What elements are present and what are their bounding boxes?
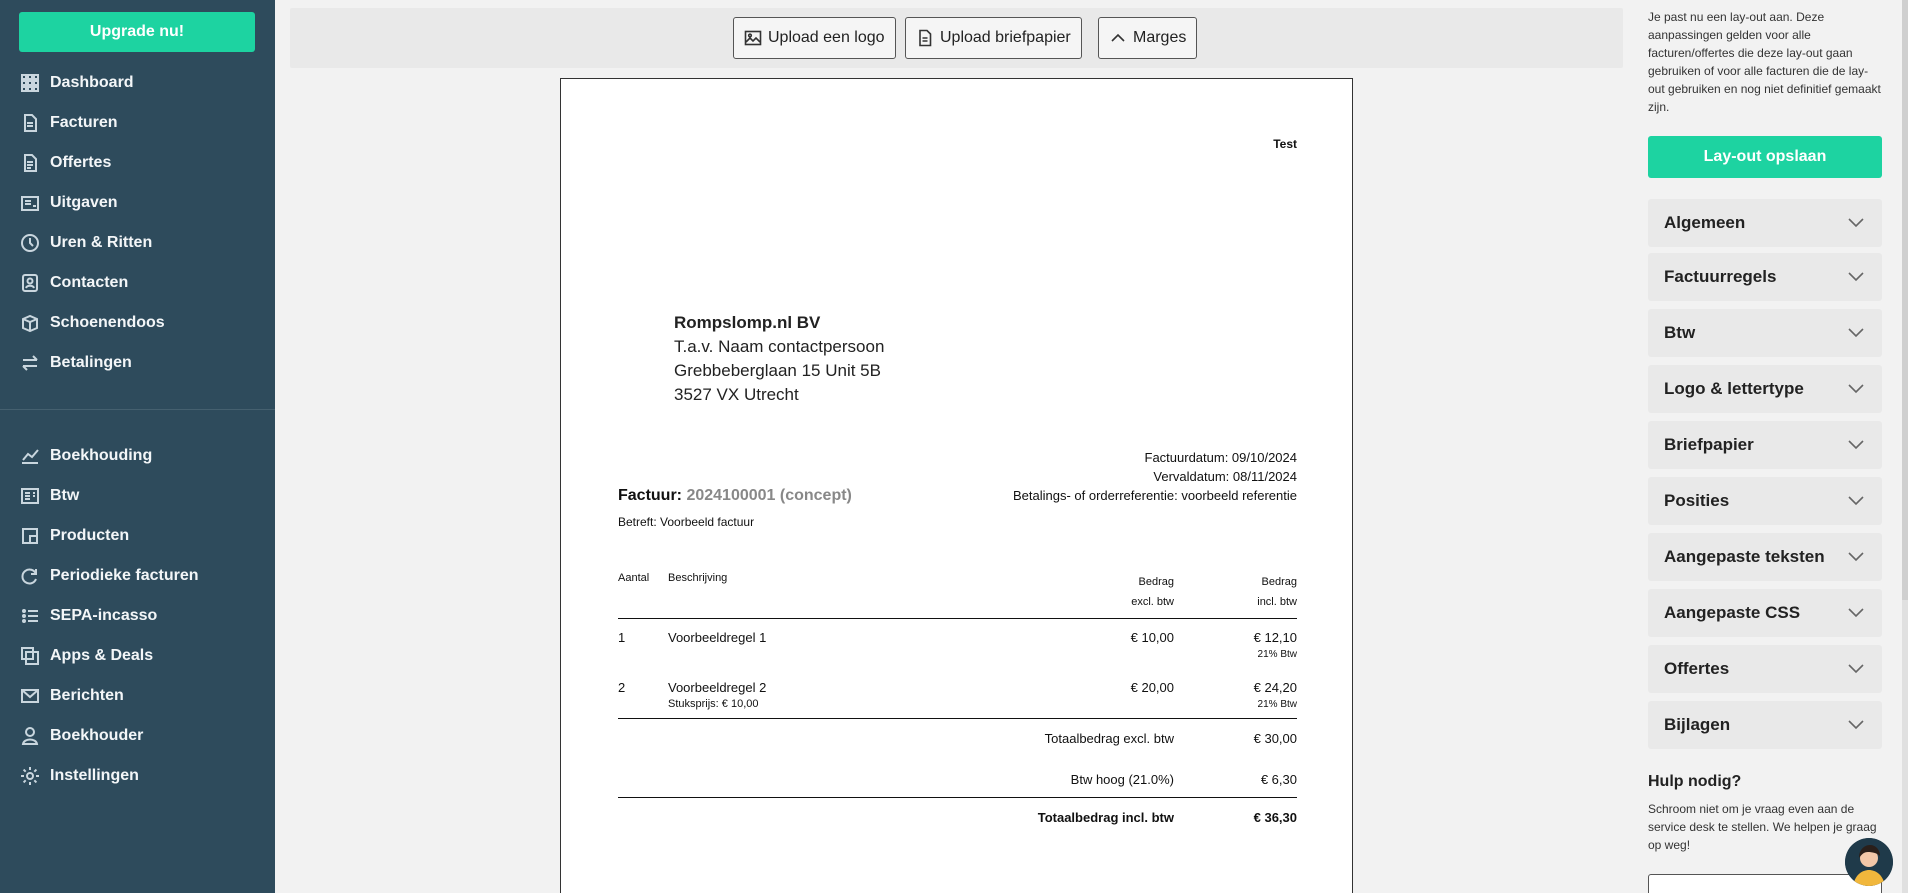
recipient-street: Grebbeberglaan 15 Unit 5B [674, 361, 881, 380]
chevron-down-icon [1848, 218, 1864, 228]
recipient-name: Rompslomp.nl BV [674, 313, 821, 332]
sidebar-item-label: Apps & Deals [50, 647, 154, 664]
image-icon [744, 29, 762, 47]
sidebar-item-label: Schoenendoos [50, 314, 165, 331]
line-2-excl: € 20,00 [1130, 680, 1174, 695]
invoice-date: Factuurdatum: 09/10/2024 [1144, 450, 1297, 465]
sidebar-item-label: Offertes [50, 154, 112, 171]
sidebar [0, 0, 275, 893]
help-text: Schroom niet om je vraag even aan de service desk te stellen. We helpen je graag op weg! [1648, 802, 1877, 852]
tax-icon [20, 486, 40, 506]
apps-icon [20, 646, 40, 666]
chevron-down-icon [1848, 440, 1864, 450]
section-label: Offertes [1664, 659, 1730, 678]
sidebar-item-label: Boekhouding [50, 447, 153, 464]
col-header-incl-line2: incl. btw [1257, 596, 1297, 608]
sidebar-item-label: Boekhouder [50, 727, 144, 744]
clock-icon [20, 233, 40, 253]
contact-icon [20, 273, 40, 293]
section-factuurregels[interactable] [1648, 253, 1882, 301]
invoice-meta [1013, 448, 1297, 505]
sidebar-item-schoenendoos[interactable] [0, 303, 275, 343]
sidebar-item-label: Betalingen [50, 354, 132, 371]
vat-value: € 6,30 [1260, 772, 1297, 787]
line-2-vat: 21% Btw [1257, 699, 1297, 710]
sidebar-item-label: Periodieke facturen [50, 567, 199, 584]
due-date: Vervaldatum: 08/11/2024 [1153, 469, 1297, 484]
invoice-number: 2024100001 (concept) [686, 487, 852, 504]
sidebar-item-dashboard[interactable] [0, 63, 275, 103]
chevron-down-icon [1848, 272, 1864, 282]
sidebar-item-label: Berichten [50, 687, 124, 704]
editor-toolbar [290, 8, 1623, 68]
document-icon [916, 29, 934, 47]
help-input[interactable] [1648, 874, 1882, 893]
line-2-desc: Voorbeeldregel 2 [668, 680, 767, 695]
support-agent-icon [1845, 838, 1893, 886]
line-1-qty: 1 [618, 630, 626, 645]
sidebar-item-apps-deals[interactable] [0, 636, 275, 676]
user-icon [20, 726, 40, 746]
col-header-excl-line1: Bedrag [1138, 576, 1174, 588]
save-layout-button[interactable]: Lay-out opslaan [1648, 136, 1882, 178]
support-avatar[interactable] [1845, 838, 1893, 886]
sidebar-item-label: Contacten [50, 274, 129, 291]
box-icon [20, 313, 40, 333]
page-scrollbar[interactable] [1902, 0, 1908, 893]
document-icon [20, 113, 40, 133]
sidebar-item-btw[interactable] [0, 476, 275, 516]
invoice-preview [560, 78, 1353, 893]
sidebar-item-instellingen[interactable] [0, 756, 275, 796]
sidebar-item-offertes[interactable] [0, 143, 275, 183]
col-header-excl-line2: excl. btw [1131, 596, 1174, 608]
recipient-address [674, 311, 884, 407]
invoice-title [618, 487, 852, 505]
col-header-qty: Aantal [618, 572, 650, 584]
section-posities[interactable] [1648, 477, 1882, 525]
nav-main [0, 63, 275, 383]
sidebar-divider [0, 409, 275, 410]
section-algemeen[interactable] [1648, 199, 1882, 247]
sidebar-item-label: Facturen [50, 114, 118, 131]
product-icon [20, 526, 40, 546]
transfer-icon [20, 353, 40, 373]
section-bijlagen[interactable] [1648, 701, 1882, 749]
sidebar-item-label: Producten [50, 527, 130, 544]
section-briefpapier[interactable] [1648, 421, 1882, 469]
line-2-qty: 2 [618, 680, 626, 695]
sidebar-item-label: SEPA-incasso [50, 607, 158, 624]
line-2-incl: € 24,20 [1253, 680, 1297, 695]
chevron-down-icon [1848, 328, 1864, 338]
line-1-vat: 21% Btw [1257, 649, 1297, 660]
chevron-down-icon [1848, 384, 1864, 394]
sidebar-item-label: Dashboard [50, 74, 134, 91]
section-label: Briefpapier [1664, 435, 1754, 454]
lines-divider [618, 718, 1297, 719]
layout-intro-text: Je past nu een lay-out aan. Deze aanpassingen gelden voor alle facturen/offertes die deze lay-out gaan gebruiken of voor alle facturen die de lay-out gebruiken en nog niet definitief gemaakt zijn. [1648, 10, 1881, 114]
line-1-desc: Voorbeeldregel 1 [668, 630, 767, 645]
total-incl-label: Totaalbedrag incl. btw [1037, 810, 1174, 825]
section-label: Btw [1664, 323, 1696, 342]
upload-letterhead-label: Upload briefpapier [940, 29, 1071, 46]
col-header-excl [1131, 572, 1174, 612]
chevron-down-icon [1848, 608, 1864, 618]
line-2-unit-price: Stuksprijs: € 10,00 [668, 698, 759, 710]
total-excl-label: Totaalbedrag excl. btw [1044, 731, 1174, 746]
sidebar-item-producten[interactable] [0, 516, 275, 556]
total-incl-value: € 36,30 [1253, 810, 1297, 825]
col-header-incl [1257, 572, 1297, 612]
section-label: Bijlagen [1664, 715, 1731, 734]
sidebar-item-facturen[interactable] [0, 103, 275, 143]
col-header-incl-line1: Bedrag [1261, 576, 1297, 588]
sidebar-item-boekhouder[interactable] [0, 716, 275, 756]
help-title: Hulp nodig? [1648, 773, 1742, 790]
sidebar-item-label: Uren & Ritten [50, 234, 153, 251]
vat-label: Btw hoog (21.0%) [1070, 772, 1174, 787]
chevron-up-icon [1109, 29, 1127, 47]
sidebar-item-periodieke-facturen[interactable] [0, 556, 275, 596]
list-icon [20, 606, 40, 626]
recipient-attn: T.a.v. Naam contactpersoon [674, 337, 885, 356]
invoice-title-label: Factuur: [618, 487, 682, 504]
upload-letterhead-button[interactable] [905, 17, 1082, 59]
document-icon [20, 153, 40, 173]
section-label: Aangepaste teksten [1664, 547, 1825, 566]
payment-reference: Betalings- of orderreferentie: voorbeeld referentie [1013, 488, 1297, 503]
section-aangepaste-teksten[interactable] [1648, 533, 1882, 581]
sidebar-item-berichten[interactable] [0, 676, 275, 716]
sidebar-item-boekhouding[interactable] [0, 436, 275, 476]
sidebar-item-sepa-incasso[interactable] [0, 596, 275, 636]
section-offertes[interactable] [1648, 645, 1882, 693]
section-label: Aangepaste CSS [1664, 603, 1801, 622]
sidebar-item-label: Instellingen [50, 767, 139, 784]
upgrade-button[interactable]: Upgrade nu! [19, 12, 255, 52]
mail-icon [20, 686, 40, 706]
section-aangepaste-css[interactable] [1648, 589, 1882, 637]
chart-line-icon [20, 446, 40, 466]
col-header-desc: Beschrijving [668, 572, 728, 584]
grid-icon [20, 73, 40, 93]
chevron-down-icon [1848, 552, 1864, 562]
sidebar-item-uren-ritten[interactable] [0, 223, 275, 263]
section-btw[interactable] [1648, 309, 1882, 357]
company-name: Test [1273, 137, 1297, 151]
line-1-incl: € 12,10 [1253, 630, 1297, 645]
total-excl-value: € 30,00 [1253, 731, 1297, 746]
sidebar-item-contacten[interactable] [0, 263, 275, 303]
sidebar-item-label: Uitgaven [50, 194, 118, 211]
gear-icon [20, 766, 40, 786]
totals-divider [618, 797, 1297, 798]
section-label: Posities [1664, 491, 1730, 510]
margins-label: Marges [1133, 29, 1187, 46]
chevron-down-icon [1848, 664, 1864, 674]
sidebar-item-betalingen[interactable] [0, 343, 275, 383]
sidebar-item-label: Btw [50, 487, 80, 504]
chevron-down-icon [1848, 496, 1864, 506]
section-label: Factuurregels [1664, 267, 1777, 286]
scrollbar-thumb[interactable] [1902, 0, 1908, 600]
chevron-down-icon [1848, 720, 1864, 730]
invoice-subject: Betreft: Voorbeeld factuur [618, 515, 755, 529]
section-label: Algemeen [1664, 213, 1746, 232]
table-header-divider [618, 618, 1297, 619]
section-label: Logo & lettertype [1664, 379, 1804, 398]
line-1-excl: € 10,00 [1130, 630, 1174, 645]
refresh-icon [20, 566, 40, 586]
nav-secondary [0, 436, 275, 796]
recipient-city: 3527 VX Utrecht [674, 385, 799, 404]
receipt-icon [20, 193, 40, 213]
section-logo-lettertype[interactable] [1648, 365, 1882, 413]
margins-button[interactable] [1098, 17, 1197, 59]
upload-logo-button[interactable] [733, 17, 896, 59]
upload-logo-label: Upload een logo [768, 29, 885, 46]
sidebar-item-uitgaven[interactable] [0, 183, 275, 223]
